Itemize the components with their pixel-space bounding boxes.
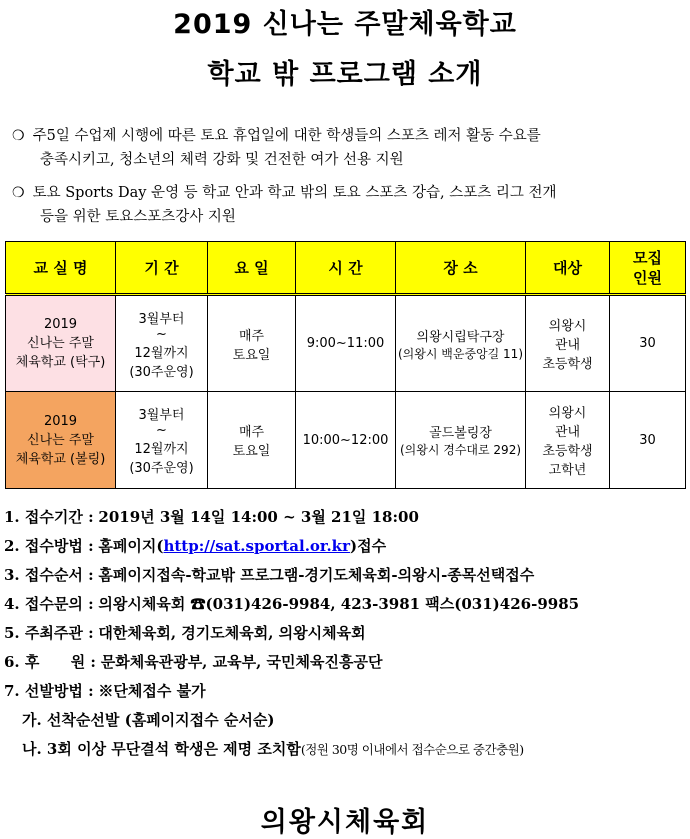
- cell-line: (30주운영): [129, 461, 194, 476]
- circle-bullet-icon: ❍: [12, 185, 25, 201]
- page-subtitle: 학교 밖 프로그램 소개: [207, 59, 483, 90]
- cell-line: 2019: [43, 413, 78, 429]
- intro-text: 토요 Sports Day 운영 등 학교 안과 학교 밖의 토요 스포츠 강습, 스포츠 리그 전개: [32, 185, 557, 201]
- class-name-cell: [6, 295, 116, 392]
- info-value: 2019년 3월 14일 14:00 ~ 3월 21일 18:00: [98, 508, 419, 526]
- header-quota-text: [612, 248, 683, 288]
- table-row: [6, 392, 686, 489]
- target-cell: [526, 295, 610, 392]
- intro-text: 등을 위한 토요스포츠강사 지원: [40, 209, 236, 225]
- header-place: 장 소: [396, 242, 526, 295]
- page-title: 2019 신나는 주말체육학교: [173, 9, 517, 40]
- cell-line: 의왕시: [548, 406, 587, 421]
- info-label: 4. 접수문의 :: [4, 595, 94, 613]
- quota-cell: 30: [610, 295, 686, 392]
- info-note: (정원 30명 이내에서 접수순으로 중간충원): [300, 742, 524, 757]
- cell-line: 고학년: [548, 463, 587, 478]
- day-cell: [208, 295, 296, 392]
- cell-line: (의왕시 경수대로 292): [399, 443, 522, 457]
- period-cell: [116, 392, 208, 489]
- info-label: 7. 선발방법 :: [4, 682, 94, 700]
- homepage-link[interactable]: http://sat.sportal.or.kr: [163, 537, 350, 555]
- info-subitem: [4, 735, 686, 764]
- info-item: [4, 532, 686, 561]
- place-cell: [396, 295, 526, 392]
- info-value: 홈페이지(: [98, 537, 164, 555]
- quota-cell: 30: [610, 392, 686, 489]
- header-class-name: 교 실 명: [6, 242, 116, 295]
- cell-line: 토요일: [232, 347, 271, 363]
- intro-paragraph-1: [12, 124, 680, 172]
- header-day: 요 일: [208, 242, 296, 295]
- cell-line: (30주운영): [129, 364, 194, 380]
- info-subitem: [4, 706, 686, 735]
- intro-paragraph-2: [12, 181, 680, 229]
- cell-line: 토요일: [232, 444, 271, 459]
- cell-line: 매주: [238, 425, 265, 440]
- circle-bullet-icon: ❍: [12, 128, 25, 144]
- time-cell: 10:00~12:00: [296, 392, 396, 489]
- cell-line: 3월부터: [138, 408, 185, 423]
- header-quota: [610, 242, 686, 295]
- info-value: 나. 3회 이상 무단결석 학생은 제명 조치함: [22, 740, 301, 758]
- info-value: ※단체접수 불가: [98, 682, 206, 700]
- info-label: 5. 주최주관 :: [4, 624, 94, 642]
- cell-line: 관내: [554, 338, 581, 353]
- info-label: 3. 접수순서 :: [4, 566, 94, 584]
- table-row: [6, 295, 686, 392]
- info-item: [4, 619, 686, 648]
- cell-line: 골드볼링장: [429, 426, 492, 441]
- organization-footer: 의왕시체육회: [260, 807, 430, 838]
- info-value: 의왕시체육회 ☎(031)426-9984, 423-3981 팩스(031)426-9985: [98, 595, 580, 613]
- cell-line: 초등학생: [542, 444, 593, 459]
- class-name-cell: [6, 392, 116, 489]
- target-cell: [526, 392, 610, 489]
- cell-line: 12월까지: [134, 345, 189, 361]
- intro-text: 주5일 수업제 시행에 따른 토요 휴업일에 대한 학생들의 스포츠 레저 활동 수요를: [32, 128, 541, 144]
- info-value: 가. 선착순선발 (홈페이지접수 순서순): [22, 711, 275, 729]
- info-item: [4, 503, 686, 532]
- info-value: )접수: [349, 537, 387, 555]
- info-label: 2. 접수방법 :: [4, 537, 94, 555]
- cell-line: 신나는 주말: [27, 336, 94, 351]
- cell-line: ~: [156, 423, 167, 438]
- table-header-row: [6, 242, 686, 295]
- info-item: [4, 590, 686, 619]
- info-value: 문화체육관광부, 교육부, 국민체육진흥공단: [100, 653, 383, 671]
- cell-line: 신나는 주말: [27, 432, 94, 448]
- cell-line: 의왕시: [548, 319, 587, 334]
- header-quota-line: 인원: [633, 268, 662, 287]
- intro-text: 충족시키고, 청소년의 체력 강화 및 건전한 여가 선용 지원: [40, 152, 404, 168]
- time-cell: 9:00~11:00: [296, 295, 396, 392]
- place-cell: [396, 392, 526, 489]
- header-target: 대상: [526, 242, 610, 295]
- info-value: 홈페이지접속-학교밖 프로그램-경기도체육회-의왕시-종목선택접수: [98, 566, 535, 584]
- info-value: 대한체육회, 경기도체육회, 의왕시체육회: [98, 624, 366, 642]
- cell-line: 관내: [554, 425, 581, 440]
- info-item: [4, 648, 686, 677]
- info-label: 6. 후 원 :: [4, 653, 96, 671]
- header-time: 시 간: [296, 242, 396, 295]
- cell-line: (의왕시 백운중앙길 11): [398, 346, 523, 361]
- cell-line: 초등학생: [542, 357, 593, 372]
- info-item: [4, 561, 686, 590]
- info-item: [4, 677, 686, 706]
- cell-line: 체육학교 (탁구): [15, 355, 106, 370]
- day-cell: [208, 392, 296, 489]
- header-period: 기 간: [116, 242, 208, 295]
- cell-line: ~: [156, 326, 167, 342]
- header-quota-line: 모집: [633, 248, 662, 267]
- cell-line: 매주: [238, 328, 265, 344]
- period-cell: [116, 295, 208, 392]
- schedule-table: [5, 241, 686, 489]
- info-label: 1. 접수기간 :: [4, 508, 94, 526]
- cell-line: 체육학교 (볼링): [15, 451, 106, 467]
- info-list: [4, 503, 686, 764]
- cell-line: 3월부터: [138, 311, 185, 327]
- cell-line: 2019: [43, 317, 78, 332]
- cell-line: 의왕시립탁구장: [416, 329, 505, 345]
- cell-line: 12월까지: [134, 442, 189, 457]
